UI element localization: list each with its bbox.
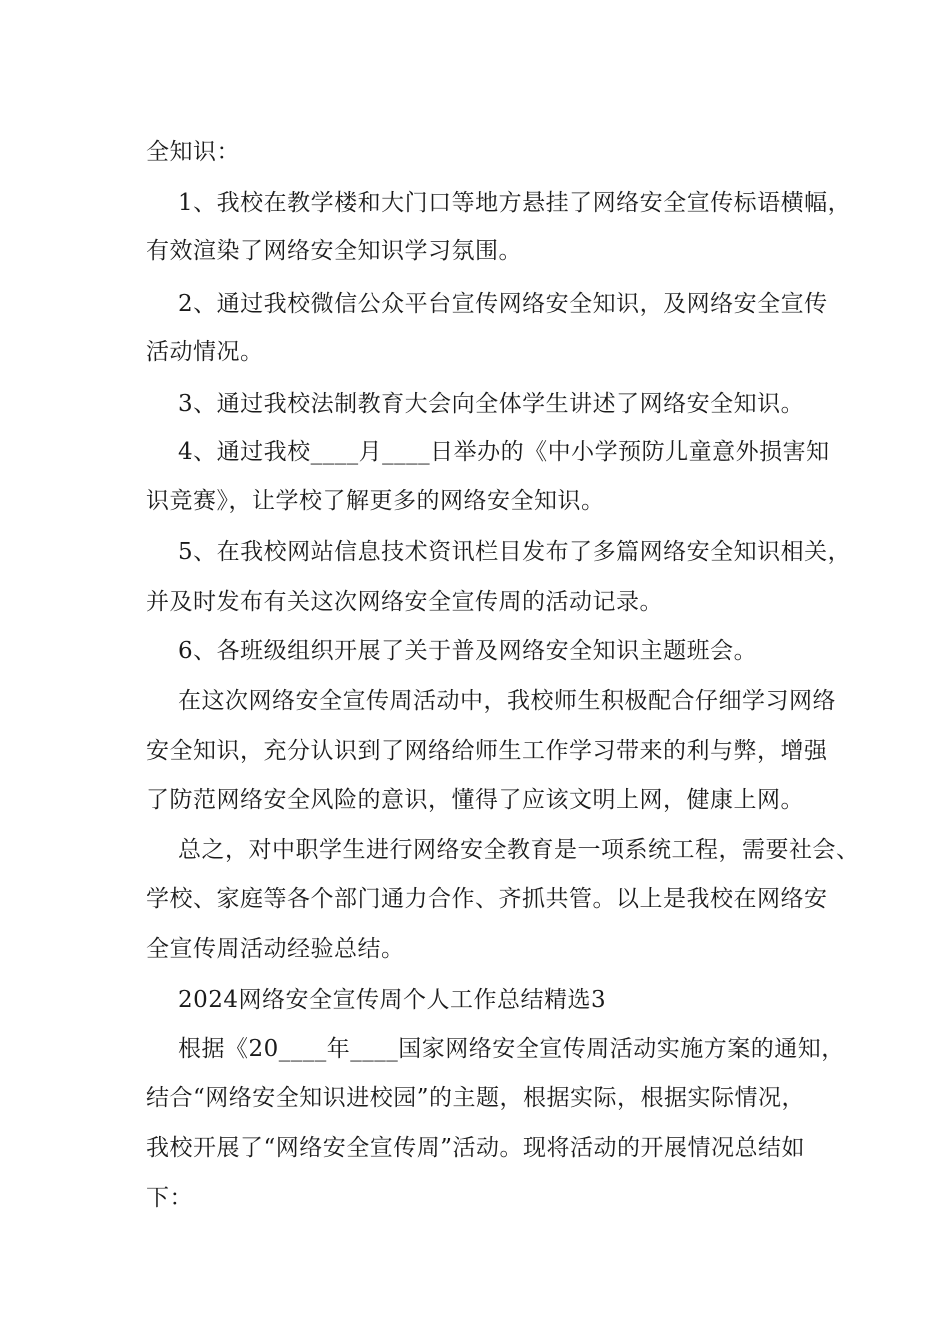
text-line: 在这次网络安全宣传周活动中，我校师生积极配合仔细学习网络	[178, 688, 836, 714]
text-line: 了防范网络安全风险的意识，懂得了应该文明上网，健康上网。	[146, 787, 804, 813]
text-line: 根据《20____年____国家网络安全宣传周活动实施方案的通知，	[178, 1036, 845, 1062]
text-line: 活动情况。	[146, 339, 264, 365]
text-line: 结合“网络安全知识进校园”的主题，根据实际，根据实际情况，	[146, 1085, 806, 1111]
text-line: 全知识：	[146, 139, 240, 165]
text-line: 5、在我校网站信息技术资讯栏目发布了多篇网络安全知识相关，	[178, 539, 852, 565]
text-line: 4、通过我校____月____日举办的《中小学预防儿童意外损害知	[178, 439, 830, 465]
text-line: 3、通过我校法制教育大会向全体学生讲述了网络安全知识。	[178, 391, 805, 417]
text-line: 下：	[146, 1185, 193, 1211]
text-line: 我校开展了“网络安全宣传周”活动。现将活动的开展情况总结如	[146, 1135, 806, 1161]
text-line: 6、各班级组织开展了关于普及网络安全知识主题班会。	[178, 638, 758, 664]
text-line: 有效渲染了网络安全知识学习氛围。	[146, 238, 522, 264]
text-line: 2、通过我校微信公众平台宣传网络安全知识，及网络安全宣传	[178, 291, 828, 317]
text-line: 1、我校在教学楼和大门口等地方悬挂了网络安全宣传标语横幅，	[178, 190, 852, 216]
section-heading: 2024网络安全宣传周个人工作总结精选3	[178, 987, 607, 1013]
text-line: 并及时发布有关这次网络安全宣传周的活动记录。	[146, 589, 663, 615]
text-line: 总之，对中职学生进行网络安全教育是一项系统工程，需要社会、	[178, 837, 860, 863]
text-line: 学校、家庭等各个部门通力合作、齐抓共管。以上是我校在网络安	[146, 886, 828, 912]
text-line: 安全知识，充分认识到了网络给师生工作学习带来的利与弊，增强	[146, 738, 828, 764]
text-line: 全宣传周活动经验总结。	[146, 936, 405, 962]
text-line: 识竞赛》，让学校了解更多的网络安全知识。	[146, 488, 605, 514]
